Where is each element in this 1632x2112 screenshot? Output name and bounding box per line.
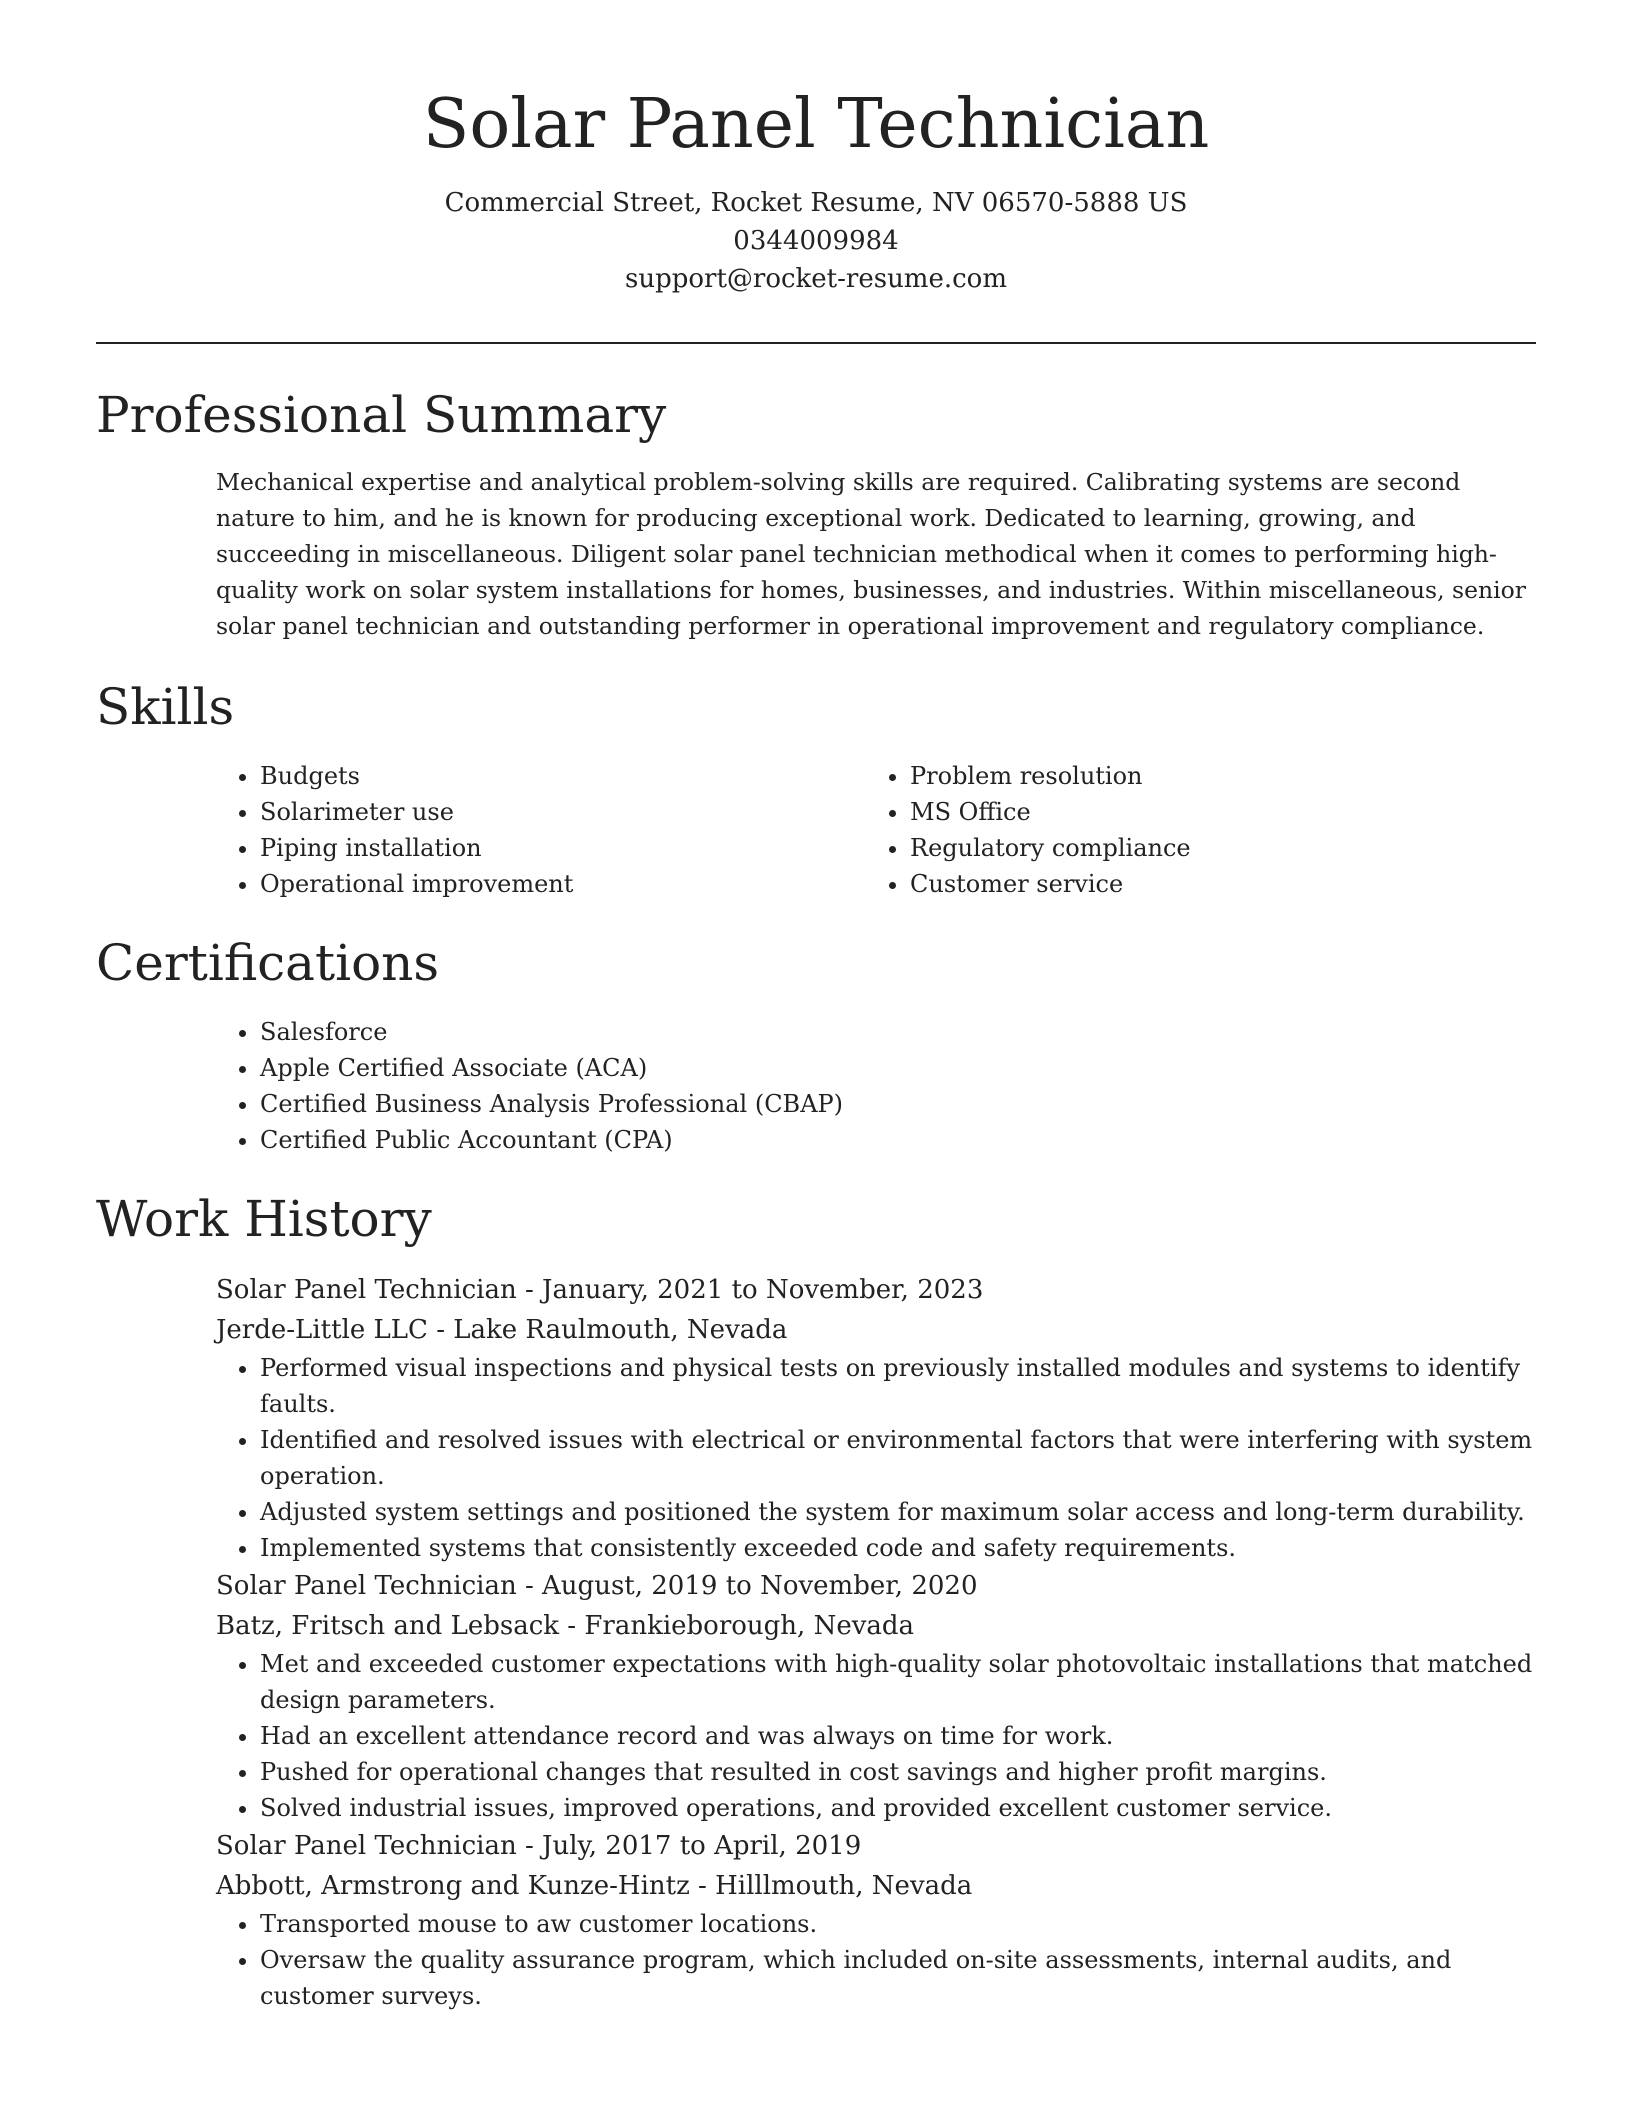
job-duty: • Identified and resolved issues with electrical or environmental factors that were interfering with system operation. bbox=[260, 1422, 1536, 1494]
job-duties-list bbox=[216, 1646, 1536, 1826]
job-location: - Frankieborough, Nevada bbox=[559, 1611, 915, 1641]
summary-section bbox=[96, 380, 1536, 644]
job-duty: • Met and exceeded customer expectations with high-quality solar photovoltaic installations that matched design parameters. bbox=[260, 1646, 1536, 1718]
skills-column-left bbox=[216, 758, 866, 902]
job-duty: • Solved industrial issues, improved operations, and provided excellent customer service. bbox=[260, 1790, 1536, 1826]
header-divider bbox=[96, 342, 1536, 344]
resume-header bbox=[96, 80, 1536, 298]
skill-item: • Solarimeter use bbox=[260, 794, 866, 830]
job-duties-list bbox=[216, 1350, 1536, 1566]
certification-item: • Apple Certified Associate (ACA) bbox=[260, 1050, 1536, 1086]
skills-list-left bbox=[216, 758, 866, 902]
job-company-line bbox=[216, 1866, 1536, 1906]
job-title-line bbox=[216, 1270, 1536, 1310]
job-duties-list bbox=[216, 1906, 1536, 2014]
skill-item: • Customer service bbox=[910, 866, 1516, 902]
skill-item: • MS Office bbox=[910, 794, 1516, 830]
job-role: Solar Panel Technician bbox=[216, 1275, 517, 1305]
job-entry bbox=[216, 1566, 1536, 1826]
job-dates: - July, 2017 to April, 2019 bbox=[516, 1831, 862, 1861]
job-duty: • Transported mouse to aw customer locations. bbox=[260, 1906, 1536, 1942]
contact-block bbox=[96, 184, 1536, 298]
address-text: Commercial Street, Rocket Resume, NV 06570-5888 US bbox=[444, 188, 1188, 218]
skill-item: • Problem resolution bbox=[910, 758, 1516, 794]
skill-item: • Regulatory compliance bbox=[910, 830, 1516, 866]
job-duty: • Oversaw the quality assurance program, which included on-site assessments, internal audits, and customer surveys. bbox=[260, 1942, 1536, 2014]
phone-text: 0344009984 bbox=[733, 226, 899, 256]
job-duty: • Performed visual inspections and physical tests on previously installed modules and systems to identify faults. bbox=[260, 1350, 1536, 1422]
certification-item: • Certified Business Analysis Professional (CBAP) bbox=[260, 1086, 1536, 1122]
job-duty: • Had an excellent attendance record and was always on time for work. bbox=[260, 1718, 1536, 1754]
job-role: Solar Panel Technician bbox=[216, 1831, 517, 1861]
summary-text: Mechanical expertise and analytical problem-solving skills are required. Calibrating systems are second nature to him, and he is known for producing exceptional work. Dedicated to learning, growing, and succeeding in miscellaneous. Diligent solar panel technician methodical when it comes to performing high-quality work on solar system installations for homes, businesses, and industries. Within miscellaneous, senior solar panel technician and outstanding performer in operational improvement and regulatory compliance. bbox=[216, 468, 1527, 640]
skill-item: • Operational improvement bbox=[260, 866, 866, 902]
skills-list-right bbox=[866, 758, 1516, 902]
job-company-line bbox=[216, 1310, 1536, 1350]
job-company: Abbott, Armstrong and Kunze-Hintz bbox=[216, 1871, 690, 1901]
email-text: support@rocket-resume.com bbox=[624, 264, 1007, 294]
skills-heading: Skills bbox=[96, 678, 235, 736]
job-entry bbox=[216, 1270, 1536, 1566]
job-role: Solar Panel Technician bbox=[216, 1571, 517, 1601]
job-title-line bbox=[216, 1826, 1536, 1866]
job-entry bbox=[216, 1826, 1536, 2014]
work-history-section bbox=[96, 1184, 1536, 2014]
certifications-list bbox=[216, 1014, 1536, 1158]
work-history-heading: Work History bbox=[96, 1190, 432, 1248]
certification-item: • Certified Public Accountant (CPA) bbox=[260, 1122, 1536, 1158]
job-duty: • Implemented systems that consistently exceeded code and safety requirements. bbox=[260, 1530, 1536, 1566]
resume-body bbox=[96, 380, 1536, 2014]
skill-item: • Piping installation bbox=[260, 830, 866, 866]
job-company: Jerde-Little LLC bbox=[216, 1315, 428, 1345]
certifications-block bbox=[216, 1014, 1536, 1158]
job-dates: - January, 2021 to November, 2023 bbox=[516, 1275, 984, 1305]
certifications-heading: Certifications bbox=[96, 934, 440, 992]
job-location: - Hilllmouth, Nevada bbox=[689, 1871, 973, 1901]
skills-section bbox=[96, 672, 1536, 902]
candidate-name: Solar Panel Technician bbox=[422, 85, 1210, 164]
job-duty: • Adjusted system settings and positioned the system for maximum solar access and long-term durability. bbox=[260, 1494, 1536, 1530]
job-dates: - August, 2019 to November, 2020 bbox=[516, 1571, 978, 1601]
certification-item: • Salesforce bbox=[260, 1014, 1536, 1050]
certifications-section bbox=[96, 928, 1536, 1158]
job-duty: • Pushed for operational changes that resulted in cost savings and higher profit margins. bbox=[260, 1754, 1536, 1790]
skills-column-right bbox=[866, 758, 1516, 902]
job-location: - Lake Raulmouth, Nevada bbox=[427, 1315, 788, 1345]
skills-columns bbox=[216, 758, 1536, 902]
summary-heading: Professional Summary bbox=[96, 386, 667, 444]
job-company: Batz, Fritsch and Lebsack bbox=[216, 1611, 560, 1641]
skill-item: • Budgets bbox=[260, 758, 866, 794]
job-title-line bbox=[216, 1566, 1536, 1606]
job-company-line bbox=[216, 1606, 1536, 1646]
